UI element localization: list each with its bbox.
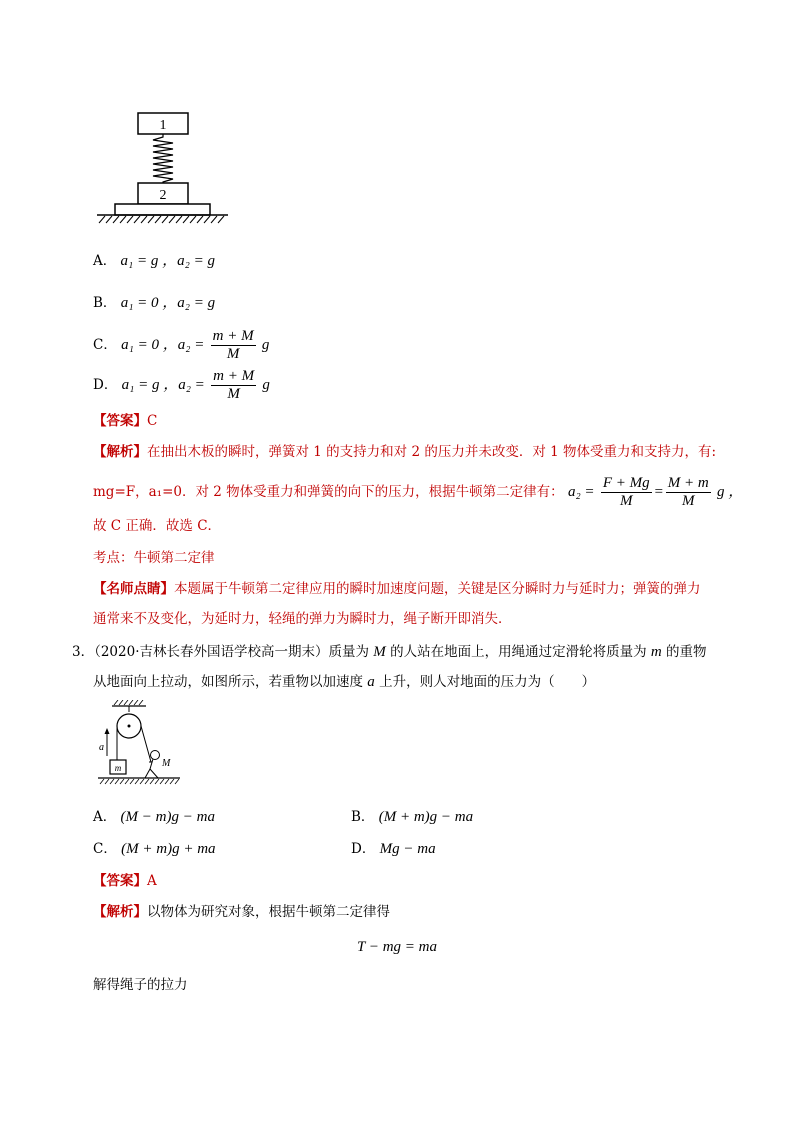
stem-var: a <box>367 674 375 690</box>
q2-option-b <box>93 293 215 313</box>
person-leg-left <box>145 769 150 778</box>
q3-option-c <box>93 839 216 859</box>
stem-text: 的人站在地面上，用绳通过定滑轮将质量为 <box>385 644 651 660</box>
option-letter: C． <box>93 337 117 353</box>
pulley-figure <box>96 700 186 792</box>
option-expr-lead: a₁ = g ，a₂ = <box>121 377 205 393</box>
accel-arrow-icon <box>105 728 110 734</box>
option-letter: B． <box>93 295 117 311</box>
option-c-fraction <box>211 328 256 363</box>
option-letter: A． <box>93 253 117 269</box>
option-expr: (M + m)g + ma <box>121 841 216 857</box>
tip-tag: 【名师点睛】 <box>93 581 174 597</box>
q3-equation: T − mg = ma <box>357 939 437 955</box>
option-d-fraction <box>211 368 256 403</box>
mass-label: m <box>114 763 122 773</box>
q2-answer <box>93 411 157 431</box>
analysis-text: 以物体为研究对象，根据牛顿第二定律得 <box>147 904 390 920</box>
option-letter: C． <box>93 841 117 857</box>
analysis-tag: 【解析】 <box>93 904 147 920</box>
q2-option-d <box>93 365 270 405</box>
stem-text: 从地面向上拉动，如图所示，若重物以加速度 <box>93 674 368 690</box>
fraction-denominator: M <box>227 386 240 402</box>
option-expr-tail: g <box>262 377 270 393</box>
q3-answer <box>93 871 157 891</box>
person-leg-right <box>150 769 158 778</box>
q3-option-d <box>351 839 436 859</box>
fraction-numerator: m + M <box>212 328 254 344</box>
q2-option-a <box>93 251 215 271</box>
option-expr: a₁ = 0 ，a₂ = g <box>120 295 216 311</box>
q3-stem-line1 <box>72 642 707 662</box>
answer-value: C <box>147 413 158 429</box>
fraction-numerator: M + m <box>667 475 709 491</box>
analysis-text: mg=F，a₁=0．对 2 物体受重力和弹簧的向下的压力，根据牛顿第二定律有： <box>93 484 564 500</box>
analysis-text: 在抽出木板的瞬时，弹簧对 1 的支持力和对 2 的压力并未改变．对 1 物体受重力和支持力，有: <box>147 444 717 460</box>
option-letter: A． <box>93 809 117 825</box>
floor-hatch <box>100 779 179 784</box>
stem-text: （2020·吉林长春外国语学校高一期末）质量为 <box>94 644 374 660</box>
fraction-denominator: M <box>681 493 695 509</box>
analysis-tag: 【解析】 <box>93 444 147 460</box>
fraction-denominator: M <box>226 346 240 362</box>
option-expr: a₁ = g ，a₂ = g <box>120 253 215 269</box>
option-expr-tail: g <box>261 337 270 353</box>
q2-tip-line2: 通常来不及变化，为延时力，轻绳的弹力为瞬时力，绳子断开即消失． <box>93 611 512 627</box>
formula-tail: g ， <box>717 484 744 500</box>
spring-blocks-figure <box>95 110 230 228</box>
fraction-numerator: m + M <box>213 368 255 384</box>
analysis-formula <box>567 475 744 509</box>
formula-equals: = <box>653 484 664 500</box>
q2-kaodian: 考点：牛顿第二定律 <box>93 550 215 566</box>
q3-stem-line2 <box>93 672 595 692</box>
q3-analysis-line2: 解得绳子的拉力 <box>93 977 188 993</box>
option-expr-lead: a₁ = 0 ，a₂ = <box>121 337 205 353</box>
answer-tag: 【答案】 <box>93 413 147 429</box>
spring-icon <box>153 134 173 183</box>
fraction-denominator: M <box>619 493 633 509</box>
q3-option-a <box>93 807 215 827</box>
q2-analysis-line2 <box>93 472 743 512</box>
q3-analysis-line1 <box>93 902 390 922</box>
stem-var: m <box>650 644 662 660</box>
q2-option-c <box>93 325 269 365</box>
person-head-icon <box>151 751 160 760</box>
formula-lhs: a₂ = <box>567 484 595 500</box>
option-letter: D． <box>351 841 376 857</box>
option-letter: B． <box>351 809 375 825</box>
ceiling-hatch <box>114 700 143 705</box>
option-expr: Mg − ma <box>379 841 436 857</box>
option-expr: (M + m)g − ma <box>378 809 474 825</box>
block-1-label: 1 <box>159 118 167 133</box>
q2-analysis-line3: 故 C 正确．故选 C． <box>93 518 222 534</box>
stem-var: M <box>373 644 386 660</box>
option-expr: (M − m)g − ma <box>120 809 215 825</box>
person-label: M <box>162 758 171 769</box>
tip-text: 本题属于牛顿第二定律应用的瞬时加速度问题，关键是区分瞬时力与延时力；弹簧的弹力 <box>174 581 701 597</box>
stem-text: 的重物 <box>661 644 707 660</box>
option-letter: D． <box>93 377 118 393</box>
formula-fraction-2 <box>666 475 711 510</box>
question-number: 3． <box>72 644 95 660</box>
q2-analysis-line1 <box>93 442 716 462</box>
q3-option-b <box>351 807 473 827</box>
stem-text: 上升，则人对地面的压力为（ ） <box>374 674 596 690</box>
fraction-numerator: F + Mg <box>602 475 650 491</box>
rope-right <box>141 726 151 762</box>
pulley-axle <box>128 725 131 728</box>
ground-hatch <box>99 216 224 223</box>
board <box>115 204 210 215</box>
answer-value: A <box>147 873 157 889</box>
block-2-label: 2 <box>159 188 167 203</box>
accel-label: a <box>99 742 104 753</box>
formula-fraction-1 <box>601 475 652 510</box>
answer-tag: 【答案】 <box>93 873 147 889</box>
q2-tip-line1 <box>93 579 701 599</box>
